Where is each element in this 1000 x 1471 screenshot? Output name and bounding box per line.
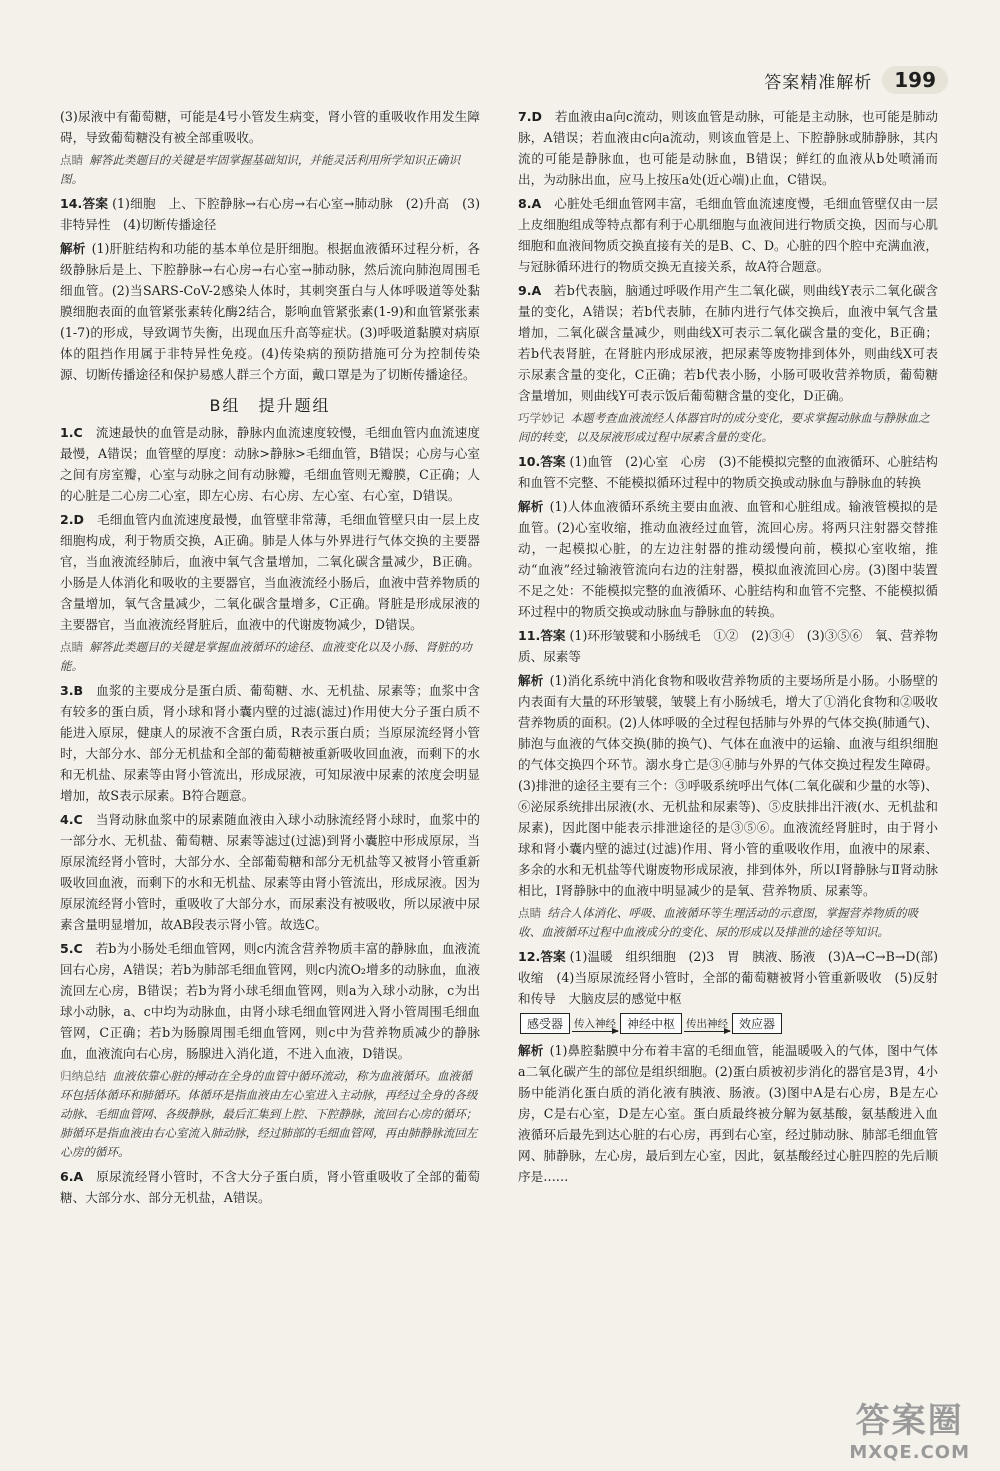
arrow-label: 传出神经 — [686, 1017, 729, 1030]
question-number: 7.D — [518, 109, 543, 124]
question-text: 原尿流经肾小管时，不含大分子蛋白质，肾小管重吸收了全部的葡萄糖、大部分水、部分无机盐，A错误。 — [60, 1169, 480, 1205]
question-number: 9.A — [518, 283, 542, 298]
right-column — [518, 106, 938, 1190]
answer-text: (1)血管 (2)心室 心房 (3)不能模拟完整的血液循环、心脏结构和血管不完整、不能模拟循环过程中的物质交换或动脉血与静脉血的转换 — [518, 454, 938, 490]
page-header — [764, 66, 948, 94]
arrow-line — [684, 1031, 730, 1032]
explanation-tag: 解析 — [518, 499, 544, 514]
note-text: 血液依靠心脏的搏动在全身的血管中循环流动，称为血液循环。血液循环包括体循环和肺循环。体循环是指血液由左心室进入主动脉，再经过全身的各级动脉、毛细血管网、各级静脉，最后汇集到上腔、下腔静脉，流回右心房的循环；肺循环是指血液由右心室流入肺动脉，经过肺部的毛细血管网，再由肺静脉流回左心房的循环。 — [60, 1069, 478, 1159]
question-number: 2.D — [60, 512, 85, 527]
q11-note — [518, 904, 938, 942]
explanation-text: (1)人体血液循环系统主要由血液、血管和心脏组成。输液管模拟的是血管。(2)心室收缩，推动血液经过血管，流回心房。将两只注射器交替推动，一起模拟心脏，的左边注射器的推动缓慢向前，模拟心室收缩，推动“血液”经过输液管流向右边的注射器，模拟血液流回心房。(3)图中装置不足之处：不能模拟完整的血液循环、心脏结构和血管不完整、不能模拟循环过程中的物质交换或动脉血与静脉血的转换。 — [518, 499, 938, 619]
question-text: 若血液由a向c流动，则该血管是动脉，可能是主动脉，也可能是肺动脉，A错误；若血液由c向a流动，则该血管是上、下腔静脉或肺静脉，其内流的可能是静脉血，也可能是动脉血，B错误；鲜红的血液从b处喷涌而出，为动脉出血，应马上按压a处(近心端)止血，C错误。 — [518, 109, 939, 187]
q13-continuation: (3)尿液中有葡萄糖，可能是4号小管发生病变，肾小管的重吸收作用发生障碍，导致葡萄糖没有被全部重吸收。 — [60, 109, 480, 145]
question-number: 5.C — [60, 941, 83, 956]
q5-note — [60, 1067, 480, 1162]
question-text: 心脏处毛细血管网丰富，毛细血管血流速度慢，毛细血管壁仅由一层上皮细胞组成等特点都有利于心肌细胞与血液间进行物质交换，因而与心肌细胞和血液间物质交换直接有关的是B、C、D。心脏的四个腔中充满血液，与冠脉循环进行的物质交换无直接关系，故A符合题意。 — [518, 196, 938, 274]
question-number: 12. — [518, 949, 541, 964]
question-number: 11. — [518, 628, 541, 643]
note-tag: 点睛 — [518, 906, 542, 920]
question-text: 流速最快的血管是动脉，静脉内血流速度较慢，毛细血管内血流速度最慢，A错误；血管壁的厚度：动脉>静脉>毛细血管，B错误；心房与心室之间有房室瓣，心室与动脉之间有动脉瓣，毛细血管则无瓣膜，C正确；人的心脏是二心房二心室，即左心房、右心房、左心室、右心室，D错误。 — [60, 425, 481, 503]
question-number: 6.A — [60, 1169, 84, 1184]
note-tag: 归纳总结 — [60, 1069, 107, 1083]
q7 — [518, 106, 938, 190]
left-column — [60, 106, 480, 1211]
efferent-arrow — [684, 1016, 730, 1032]
note-text: 本题考查血液流经人体器官时的成分变化，要求掌握动脉血与静脉血之间的转变，以及尿液形成过程中尿素含量的变化。 — [518, 411, 930, 444]
page-number: 199 — [882, 66, 948, 94]
arrow-line — [572, 1031, 618, 1032]
effector-box: 效应器 — [732, 1013, 782, 1034]
watermark-line2: MXQE.COM — [849, 1442, 970, 1463]
question-number: 1.C — [60, 425, 83, 440]
answer-tag: 答案 — [540, 949, 566, 964]
question-number: 14. — [60, 196, 83, 211]
watermark-line1: 答案圈 — [855, 1401, 964, 1441]
answer-text: (1)温暖 组织细胞 (2)3 胃 胰液、肠液 (3)A→C→B→D(部)收缩 (4)当原尿流经肾小管时，全部的葡萄糖被肾小管重新吸收 (5)反射和传导 大脑皮层的感觉中枢 — [518, 949, 938, 1006]
q14-explanation — [60, 238, 480, 385]
q9 — [518, 280, 938, 406]
q10-explanation — [518, 496, 938, 622]
reflex-arc-diagram — [520, 1013, 938, 1034]
q12-explanation — [518, 1040, 938, 1187]
q10-answer — [518, 451, 938, 493]
explanation-tag: 解析 — [518, 673, 544, 688]
answer-text: (1)环形皱襞和小肠绒毛 ①② (2)③④ (3)③⑤⑥ 氧、营养物质、尿素等 — [518, 628, 938, 664]
note-tag: 点睛 — [60, 153, 84, 167]
question-number: 3.B — [60, 683, 84, 698]
question-number: 4.C — [60, 812, 83, 827]
note-text: 解答此类题目的关键是掌握血液循环的途径、血液变化以及小肠、肾脏的功能。 — [60, 640, 472, 673]
question-text: 若b代表脑，脑通过呼吸作用产生二氧化碳，则曲线Y表示二氧化碳含量的变化，A错误；若b代表肺，在肺内进行气体交换后，血液中氧气含量增加，二氧化碳含量减少，则曲线X可表示二氧化碳含量的变化，B正确；若b代表肾脏，在肾脏内形成尿液，把尿素等废物排到体外，则曲线X可表示尿素含量的变化，C正确；若b代表小肠，小肠可吸收营养物质，葡萄糖含量增加，则曲线Y可表示饭后葡萄糖含量的变化，D正确。 — [518, 283, 938, 403]
q3 — [60, 680, 480, 806]
q8 — [518, 193, 938, 277]
q2-note — [60, 638, 480, 676]
answer-tag: 答案 — [540, 454, 566, 469]
explanation-text: (1)消化系统中消化食物和吸收营养物质的主要场所是小肠。小肠壁的内表面有大量的环形皱襞，皱襞上有小肠绒毛，增大了①消化食物和②吸收营养物质的面积。(2)人体呼吸的全过程包括肺与外界的气体交换(肺通气)、肺泡与血液的气体交换(肺的换气)、气体在血液中的运输、血液与组织细胞的气体交换四个环节。溺水身亡是③④肺与外界的气体交换过程发生障碍。(3)排泄的途径主要有三个：③呼吸系统呼出气体(二氧化碳和少量的水等)、⑥泌尿系统排出尿液(水、无机盐和尿素等)、⑤皮肤排出汗液(水、无机盐和尿素)，因此图中能表示排泄途径的是③⑤⑥。血液流经肾脏时，由于肾小球和肾小囊内壁的滤过(过滤)作用、肾小管的重吸收作用，血液中的尿素、多余的水和无机盐等代谢废物形成尿液，排到体外，所以Ⅰ肾静脉与Ⅱ肾动脉相比，Ⅰ肾静脉中的血液中明显减少的是氧、营养物质、尿素等。 — [518, 673, 938, 898]
answer-tag: 答案 — [82, 196, 109, 211]
q9-note — [518, 409, 938, 447]
q12-answer — [518, 946, 938, 1009]
answer-tag: 答案 — [540, 628, 566, 643]
afferent-arrow — [572, 1016, 618, 1032]
explanation-text: (1)肝脏结构和功能的基本单位是肝细胞。根据血液循环过程分析，各级静脉后是上、下腔静脉→右心房→右心室→肺动脉，然后流向肺泡周围毛细血管。(2)当SARS-CoV-2感染人体时，其刺突蛋白与人体呼吸道等处黏膜细胞表面的血管紧张素转化酶2结合，影响血管紧张素(1-9)和血管紧张素(1-7)的形成，导致调节失衡，出现血压升高等症状。(3)呼吸道黏膜对病原体的阻挡作用属于非特异性免疫。(4)传染病的预防措施可分为控制传染源、切断传播途径和保护易感人群三个方面，戴口罩是为了切断传播途径。 — [60, 241, 480, 382]
note-text: 解答此类题目的关键是牢固掌握基础知识，并能灵活利用所学知识正确识图。 — [60, 153, 461, 186]
q11-answer — [518, 625, 938, 667]
question-text: 当肾动脉血浆中的尿素随血液由入球小动脉流经肾小球时，血浆中的一部分水、无机盐、葡萄糖、尿素等滤过(过滤)到肾小囊腔中形成原尿，当原尿流经肾小管时，大部分水、全部葡萄糖和部分无机盐等又被肾小管重新吸收回血液，而剩下的水和无机盐、尿素等由肾小管流出，形成尿液。因为原尿流经肾小管时，重吸收了大部分水，而尿素没有被吸收，所以尿液中尿素含量明显增加，故AB段表示肾小管。故选C。 — [60, 812, 481, 932]
q5 — [60, 938, 480, 1064]
q1 — [60, 422, 480, 506]
note-text: 结合人体消化、呼吸、血液循环等生理活动的示意图，掌握营养物质的吸收、血液循环过程中血液成分的变化、尿的形成以及排泄的途径等知识。 — [518, 906, 919, 939]
group-title: B组 提升题组 — [209, 396, 331, 415]
question-text: 若b为小肠处毛细血管网，则c内流含营养物质丰富的静脉血，血液流回右心房，A错误；若b为肺部毛细血管网，则c内流O₂增多的动脉血，血液流回左心房，B错误；若b为肾小球毛细血管网，则a为入球小动脉，c为出球小动脉，a、c中均为动脉血，由肾小球毛细血管网进入肾小管周围毛细血管网，C正确；若b为肠腺周围毛细血管网，则c中为营养物质减少的静脉血，血液流向右心房，肠腺进入消化道，不进入血液，D错误。 — [60, 941, 481, 1061]
explanation-tag: 解析 — [518, 1043, 544, 1058]
header-title: 答案精准解析 — [764, 72, 873, 93]
q13-note — [60, 151, 480, 189]
explanation-text: (1)鼻腔黏膜中分布着丰富的毛细血管，能温暖吸入的气体，图中气体a二氧化碳产生的部位是组织细胞。(2)蛋白质被初步消化的器官是3胃，4小肠中能消化蛋白质的消化液有胰液、肠液。(3)图中A是右心房，B是左心房，C是右心室，D是左心室。蛋白质最终被分解为氨基酸，氨基酸进入血液循环后最先到达心脏的右心房，再到右心室，经过肺动脉、肺部毛细血管网、肺静脉，左心房，最后到左心室，因此，氨基酸经过心脏四腔的先后顺序是…… — [518, 1043, 938, 1184]
answer-text: (1)细胞 上、下腔静脉→右心房→右心室→肺动脉 (2)升高 (3)非特异性 (4)切断传播途径 — [60, 196, 480, 232]
note-tag: 点睛 — [60, 640, 84, 654]
question-text: 毛细血管内血流速度最慢，血管壁非常薄，毛细血管壁只由一层上皮细胞构成，利于物质交换，A正确。肺是人体与外界进行气体交换的主要器官，当血液流经肺后，血液中氧气含量增加，二氧化碳含量减少，B正确。小肠是人体消化和吸收的主要器官，当血液流经小肠后，血液中营养物质的含量增加，氧气含量减少，二氧化碳含量增多，C正确。肾脏是形成尿液的主要器官，当血液流经肾脏后，血液中的代谢废物减少，D错误。 — [60, 512, 481, 632]
question-number: 10. — [518, 454, 541, 469]
q14-answer — [60, 193, 480, 235]
receptor-box: 感受器 — [520, 1013, 570, 1034]
q6 — [60, 1166, 480, 1208]
arrow-label: 传入神经 — [574, 1017, 617, 1030]
question-text: 血浆的主要成分是蛋白质、葡萄糖、水、无机盐、尿素等；血浆中含有较多的蛋白质，肾小球和肾小囊内壁的过滤(滤过)作用使大分子蛋白质不能进入原尿，健康人的尿液不含蛋白质，R表示蛋白质；当原尿流经肾小管时，大部分水、部分无机盐和全部的葡萄糖被重新吸收回血液，而剩下的水和无机盐、尿素等由肾小管流出，形成尿液，可知尿液中尿素的浓度会明显增加，故S表示尿素。B符合题意。 — [60, 683, 481, 803]
q2 — [60, 509, 480, 635]
q4 — [60, 809, 480, 935]
watermark-logo — [849, 1393, 970, 1463]
explanation-tag: 解析 — [60, 241, 86, 256]
q11-explanation — [518, 670, 938, 901]
note-tag: 巧学妙记 — [518, 411, 565, 425]
center-box: 神经中枢 — [620, 1013, 682, 1034]
question-number: 8.A — [518, 196, 542, 211]
